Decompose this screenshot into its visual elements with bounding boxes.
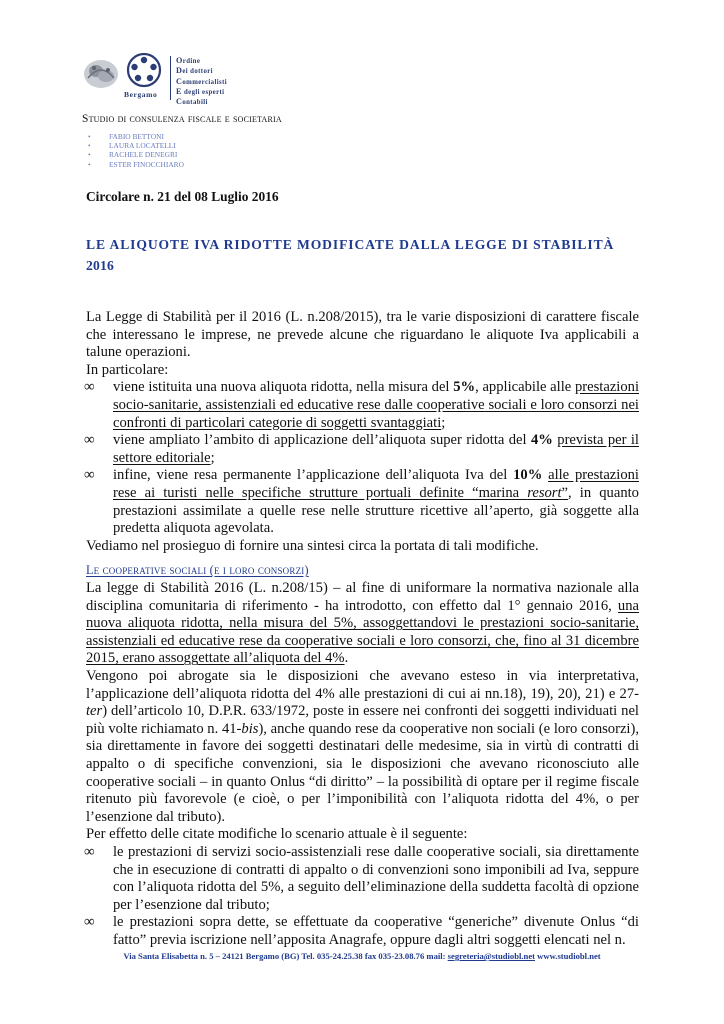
partner-item xyxy=(88,150,184,159)
bullet-item xyxy=(86,467,639,537)
order-line: Dei dottori xyxy=(176,66,213,76)
title-line: 2016 xyxy=(86,258,114,273)
order-line: Ordine xyxy=(176,56,201,65)
infinity-bullet-icon: ∞ xyxy=(84,467,95,484)
text-run: le prestazioni di servizi socio-assistenziali rese dalle cooperative sociali, sia direttamente che in esecuzione di contratti di appalto o di convenzioni sono imponibili ad Iva, seppure con l’aliquota ridotta del 5%, a seguito dell’eliminazione della suddetta facoltà di opzione per l’esenzione dal tributo; xyxy=(113,843,639,913)
document-title xyxy=(86,234,638,276)
bold-run: 5% xyxy=(453,379,476,396)
text-run: , applicabile alle xyxy=(475,379,575,396)
coat-of-arms-icon xyxy=(82,56,120,90)
paragraph: Vediamo nel prosieguo di fornire una sintesi circa la portata di tali modifiche. xyxy=(86,537,539,554)
logo-city-label: Bergamo xyxy=(124,90,158,99)
footer-address: Via Santa Elisabetta n. 5 – 24121 Bergamo (BG) Tel. 035-24.25.38 fax 035-23.08.76 mail: xyxy=(123,951,448,961)
bullet-item xyxy=(86,432,639,467)
order-name xyxy=(176,56,227,107)
bullet-icon: • xyxy=(88,150,91,160)
text-run: viene istituita una nuova aliquota ridotta, nella misura del xyxy=(113,379,454,396)
page-footer xyxy=(0,951,724,961)
text-run: . xyxy=(344,650,349,667)
footer-website-link[interactable]: www.studiobl.net xyxy=(537,951,601,961)
bullet-item xyxy=(86,844,639,914)
bullet-icon: • xyxy=(88,141,91,151)
studio-title-rest: di consulenza fiscale e societaria xyxy=(117,113,282,125)
bold-run: 10% xyxy=(513,467,543,484)
paragraph xyxy=(86,580,639,668)
bullet-icon: • xyxy=(88,159,91,169)
partner-item xyxy=(88,132,184,141)
partner-item xyxy=(88,141,184,150)
cooperative-section xyxy=(86,580,639,949)
text-run: , in quanto prestazioni assimilate a quelle rese nelle strutture ricettive all’aperto, già soggette alla predetta aliquota agevolata. xyxy=(113,484,639,537)
section-heading xyxy=(86,563,309,578)
paragraph: La Legge di Stabilità per il 2016 (L. n.208/2015), tra le varie disposizioni di carattere fiscale che interessano le imprese, ne prevede alcune che riguardano le aliquote Iva applicabili a talune operazioni. xyxy=(86,309,639,361)
underlined-run: una nuova aliquota ridotta, nella misura del 5%, assoggettandovi le prestazioni socio-sanitarie, assistenziali ed educative rese da cooperative sociali e loro consorzi, che, fino al 31 dicembre 2015, erano assoggettate all’aliquota del 4% xyxy=(86,597,639,667)
italic-run: resort xyxy=(527,484,562,501)
text-run: Vengono poi abrogate sia le disposizioni che avevano esteso in via interpretativa, l’applicazione dell’aliquota ridotta del 4% alle prestazioni di cui ai nn.18), 19), 20), 21) e 27- xyxy=(86,667,639,702)
intro-section xyxy=(86,309,639,555)
paragraph xyxy=(86,668,639,826)
order-line: Commercialisti xyxy=(176,76,228,86)
odcec-ring-icon xyxy=(126,52,162,88)
studio-title xyxy=(82,113,282,125)
partner-name: FABIO BETTONI xyxy=(109,132,164,141)
text-run: ), anche quando rese da cooperative non sociali (e loro consorzi), sia direttamente in favore dei soggetti destinatari delle medesime, sia in virtù di contratti di appalto o di specifiche convenzioni, sia le disposizioni che avevano riconosciuto alle cooperative sociali – in quanto Onlus “di diritto” – la possibilità di optare per il regime fiscale ritenuto più favorevole (e cioè, o per l’imponibilità con l’aliquota ridotta del 4%, o per l’esenzione dal tributo). xyxy=(86,720,639,825)
text-run: le prestazioni sopra dette, se effettuate da cooperative “generiche” divenute Onlus “di fatto” previa iscrizione nell’apposita Anagrafe, oppure dagli altri soggetti elencati nel n. xyxy=(113,914,639,948)
infinity-bullet-icon: ∞ xyxy=(84,843,95,860)
infinity-bullet-icon: ∞ xyxy=(84,432,95,449)
underlined-run: prestazioni socio-sanitarie, assistenziali ed educative rese dalle cooperative sociali e loro consorzi nei confronti di particolari categorie di soggetti svantaggiati xyxy=(113,379,639,431)
text-run: alle prestazioni rese ai turisti nelle specifiche strutture portuali definite “marina xyxy=(113,467,639,501)
studio-title-word: Studio xyxy=(82,113,115,125)
italic-run: bis xyxy=(241,720,259,737)
bullet-item xyxy=(86,379,639,432)
circular-number: Circolare n. 21 del 08 Luglio 2016 xyxy=(86,189,279,204)
text-run: La legge di Stabilità 2016 (L. n.208/15) – al fine di uniformare la normativa nazionale alla disciplina comunitaria di riferimento - ha introdotto, con effetto dal 1° gennaio 2016, xyxy=(86,580,639,614)
text-run: ; xyxy=(210,449,215,466)
footer-email-link[interactable]: segreteria@studiobl.net xyxy=(447,951,535,961)
underlined-run: prevista per il settore editoriale xyxy=(113,432,639,466)
infinity-bullet-icon: ∞ xyxy=(84,379,95,396)
section-heading-text: Le cooperative sociali (e i loro consorzi) xyxy=(86,563,309,577)
partners-list xyxy=(88,132,184,169)
partner-name: RACHELE DENEGRI xyxy=(109,150,178,160)
bullet-item xyxy=(86,914,639,949)
paragraph: In particolare: xyxy=(86,361,169,378)
text-run: ” xyxy=(561,484,569,501)
italic-run: ter xyxy=(86,703,103,720)
partner-name: LAURA LOCATELLI xyxy=(109,141,176,151)
infinity-bullet-icon: ∞ xyxy=(84,914,95,931)
order-line: Contabili xyxy=(176,97,208,107)
order-line: E degli esperti xyxy=(176,86,225,96)
text-run: ; xyxy=(441,414,446,431)
bullet-icon: • xyxy=(88,132,91,141)
partner-item xyxy=(88,160,184,169)
text-run: infine, viene resa permanente l’applicazione dell’aliquota Iva del xyxy=(113,467,514,484)
logo-divider xyxy=(170,56,171,100)
title-line: LE ALIQUOTE IVA RIDOTTE MODIFICATE DALLA LEGGE DI STABILITÀ xyxy=(86,237,615,252)
text-run: viene ampliato l’ambito di applicazione dell’aliquota super ridotta del xyxy=(113,432,531,449)
text-run: ) dell’articolo 10, D.P.R. 633/1972, poste in essere nei confronti dei soggetti individuati nel più volte richiamato n. 41- xyxy=(86,703,639,737)
paragraph: Per effetto delle citate modifiche lo scenario attuale è il seguente: xyxy=(86,826,468,843)
bold-run: 4% xyxy=(530,432,553,449)
partner-name: ESTER FINOCCHIARO xyxy=(109,159,184,169)
